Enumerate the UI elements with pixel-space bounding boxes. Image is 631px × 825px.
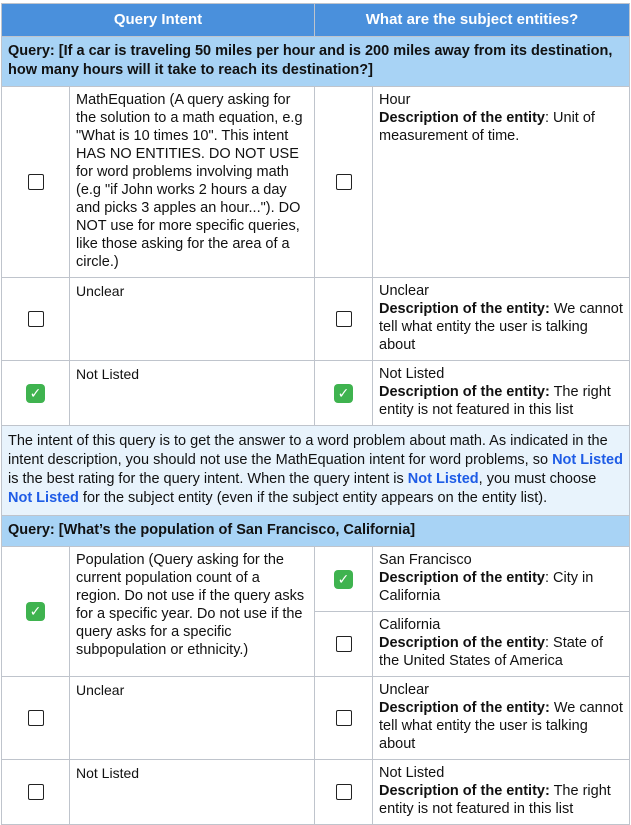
- entity-name: Unclear: [379, 283, 429, 299]
- checkbox-unchecked-icon: [28, 311, 44, 327]
- entity-desc: : Unit of measurement of time.: [379, 110, 595, 144]
- checkmark-icon: ✓: [334, 384, 353, 403]
- q1-intent-checkbox-math[interactable]: [2, 87, 70, 278]
- explanation-highlight: Not Listed: [407, 471, 479, 487]
- q1-entity-checkbox-unclear[interactable]: [315, 278, 373, 361]
- q2-intent-label-population: Population (Query asking for the current population count of a region. Do not use if the query asks for a specific year. Do not use if the query asks for a specific subpopulation or ethnicity.): [70, 547, 315, 677]
- q2-entity-checkbox-california[interactable]: [315, 612, 373, 677]
- query-row-2: [2, 516, 630, 547]
- rating-table: [1, 3, 630, 825]
- q1-intent-checkbox-unclear[interactable]: [2, 278, 70, 361]
- q1-entity-unclear: [373, 278, 630, 361]
- q2-intent-label-unclear: Unclear: [70, 677, 315, 760]
- explanation-text: for the subject entity (even if the subject entity appears on the entity list).: [78, 490, 548, 506]
- q1-row-unclear: [2, 278, 630, 361]
- q2-entity-checkbox-sanfrancisco[interactable]: [315, 547, 373, 612]
- entity-name: Not Listed: [379, 366, 445, 382]
- header-query-intent: Query Intent: [2, 4, 315, 37]
- entity-name: San Francisco: [379, 552, 472, 568]
- q1-row-notlisted: [2, 361, 630, 426]
- query-row-1: [2, 37, 630, 87]
- q2-intent-label-notlisted: Not Listed: [70, 760, 315, 825]
- entity-desc: : City in California: [379, 570, 594, 604]
- q2-row-unclear: [2, 677, 630, 760]
- q1-intent-label-unclear: Unclear: [70, 278, 315, 361]
- entity-name: Unclear: [379, 682, 429, 698]
- entity-desc: : State of the United States of America: [379, 635, 604, 669]
- entity-desc-label: Description of the entity:: [379, 700, 550, 716]
- q2-entity-checkbox-unclear[interactable]: [315, 677, 373, 760]
- q1-intent-label-math: MathEquation (A query asking for the solution to a math equation, e.g "What is 10 times 10". This intent HAS NO ENTITIES. DO NOT USE for word problems involving math (e.g "if John works 2 hours a day and picks 3 apples an hour..."). DO NOT use for more specific queries, like those asking for the area of a circle.): [70, 87, 315, 278]
- q2-entity-california: [373, 612, 630, 677]
- entity-desc-label: Description of the entity:: [379, 301, 550, 317]
- q1-entity-checkbox-hour[interactable]: [315, 87, 373, 278]
- entity-desc: The right entity is not featured in this list: [379, 783, 611, 817]
- q2-entity-sanfrancisco: [373, 547, 630, 612]
- q2-row-notlisted: [2, 760, 630, 825]
- q1-explanation-row: [2, 426, 630, 516]
- query-text-1: Query: [If a car is traveling 50 miles per hour and is 200 miles away from its destination, how many hours will it take to reach its destination?]: [2, 37, 630, 87]
- entity-desc-label: Description of the entity: [379, 635, 545, 651]
- checkbox-unchecked-icon: [28, 174, 44, 190]
- q2-entity-checkbox-notlisted[interactable]: [315, 760, 373, 825]
- entity-name: Hour: [379, 92, 411, 108]
- q1-intent-checkbox-notlisted[interactable]: [2, 361, 70, 426]
- entity-desc-label: Description of the entity: [379, 570, 545, 586]
- header-row: [2, 4, 630, 37]
- entity-desc: We cannot tell what entity the user is talking about: [379, 700, 623, 752]
- q1-entity-checkbox-notlisted[interactable]: [315, 361, 373, 426]
- q1-entity-hour: [373, 87, 630, 278]
- entity-name: California: [379, 617, 441, 633]
- checkbox-unchecked-icon: [336, 636, 352, 652]
- q1-explanation: [2, 426, 630, 516]
- entity-desc: We cannot tell what entity the user is talking about: [379, 301, 623, 353]
- q2-intent-checkbox-population[interactable]: [2, 547, 70, 677]
- checkbox-unchecked-icon: [336, 311, 352, 327]
- explanation-text: The intent of this query is to get the answer to a word problem about math. As indicated in the intent description, you should not use the MathEquation intent for word problems, so: [8, 433, 608, 468]
- q2-intent-checkbox-unclear[interactable]: [2, 677, 70, 760]
- entity-name: Not Listed: [379, 765, 445, 781]
- entity-desc-label: Description of the entity:: [379, 783, 550, 799]
- entity-desc: The right entity is not featured in this list: [379, 384, 611, 418]
- checkmark-icon: ✓: [334, 570, 353, 589]
- checkbox-unchecked-icon: [336, 710, 352, 726]
- header-subject-entities: What are the subject entities?: [315, 4, 630, 37]
- explanation-highlight: Not Listed: [8, 490, 79, 506]
- checkbox-unchecked-icon: [336, 174, 352, 190]
- explanation-text: , you must choose: [478, 471, 597, 487]
- checkbox-unchecked-icon: [28, 710, 44, 726]
- explanation-highlight: Not Listed: [552, 452, 623, 468]
- q1-entity-notlisted: [373, 361, 630, 426]
- q2-intent-checkbox-notlisted[interactable]: [2, 760, 70, 825]
- explanation-text: is the best rating for the query intent. When the query intent is: [8, 471, 408, 487]
- checkbox-unchecked-icon: [28, 784, 44, 800]
- q2-entity-unclear: [373, 677, 630, 760]
- checkmark-icon: ✓: [26, 602, 45, 621]
- entity-desc-label: Description of the entity: [379, 110, 545, 126]
- entity-desc-label: Description of the entity:: [379, 384, 550, 400]
- q2-entity-notlisted: [373, 760, 630, 825]
- q1-intent-label-notlisted: Not Listed: [70, 361, 315, 426]
- query-text-2: Query: [What’s the population of San Francisco, California]: [2, 516, 630, 547]
- checkbox-unchecked-icon: [336, 784, 352, 800]
- q1-row-math: [2, 87, 630, 278]
- checkmark-icon: ✓: [26, 384, 45, 403]
- q2-row-population-a: [2, 547, 630, 612]
